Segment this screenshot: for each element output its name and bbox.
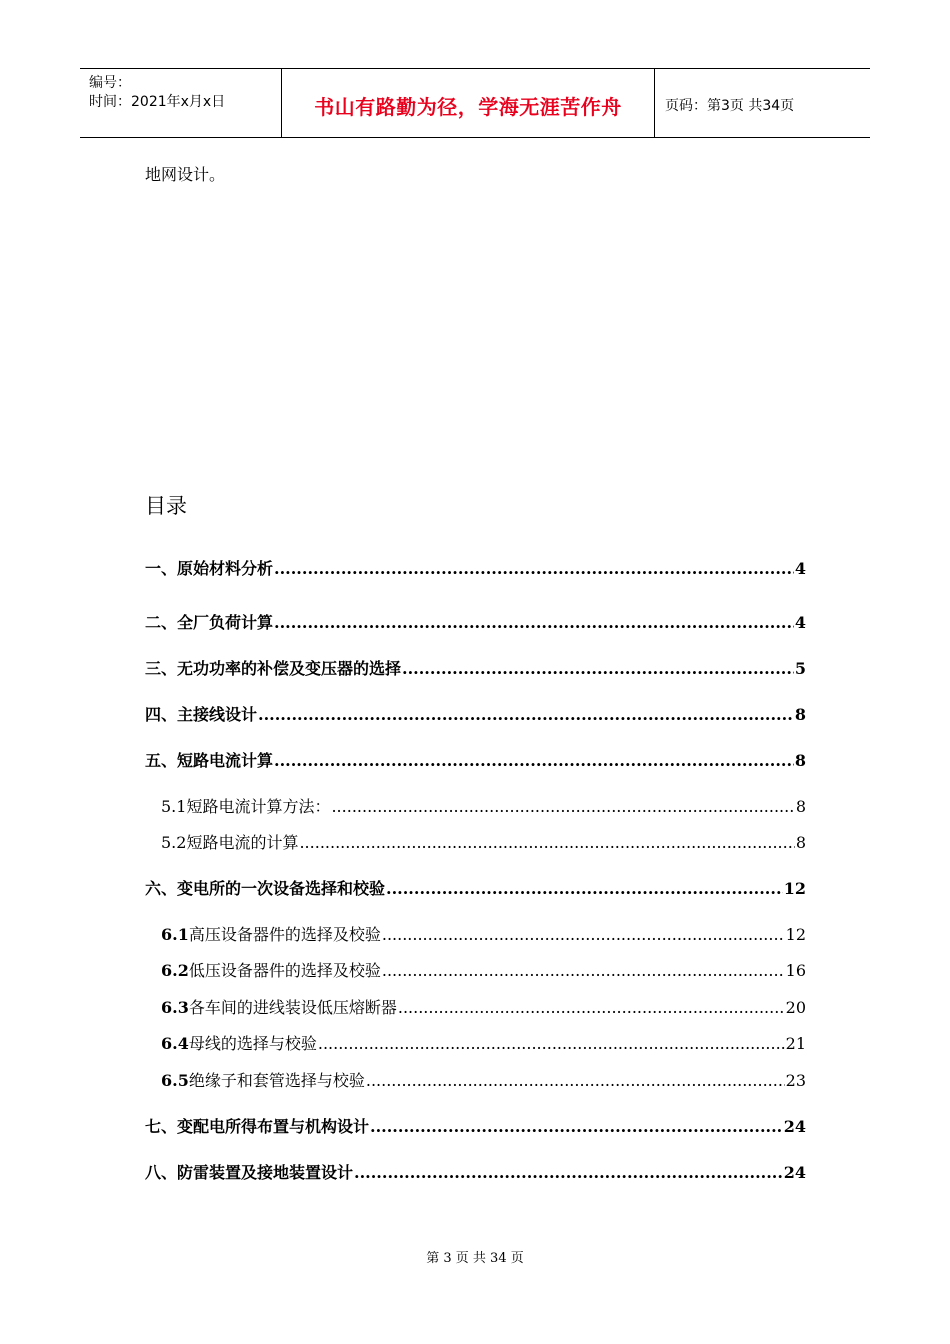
toc-entry[interactable]	[145, 876, 806, 899]
toc-entry[interactable]	[145, 556, 806, 579]
toc-subentry-number: 6.3	[161, 998, 189, 1017]
toc-leader	[318, 1034, 785, 1053]
toc-leader	[382, 925, 785, 944]
toc-entry-text: 七、变配电所得布置与机构设计	[145, 1117, 370, 1136]
toc-entry-page: 8	[794, 751, 806, 770]
header-page-cell	[655, 69, 870, 137]
toc-leader	[274, 751, 794, 770]
toc-entry-text: 五、短路电流计算	[145, 751, 274, 770]
toc-entry-page: 12	[785, 925, 806, 944]
toc-entry[interactable]	[145, 1114, 806, 1137]
toc-subentry-text: 低压设备器件的选择及校验	[188, 961, 381, 980]
page-info: 页码：第3页 共34页	[665, 98, 795, 114]
toc-entry-text: 二、全厂负荷计算	[145, 613, 274, 632]
motto: 书山有路勤为径，学海无涯苦作舟	[314, 95, 622, 119]
toc-subentry-number: 6.2	[161, 961, 189, 980]
toc-subentry-text: 绝缘子和套管选择与校验	[188, 1071, 365, 1090]
toc-subentry-text: 母线的选择与校验	[188, 1034, 317, 1053]
toc-entry-page: 5	[794, 659, 806, 678]
toc-subentry-text: 短路电流的计算	[186, 833, 299, 852]
toc-leader	[274, 613, 794, 632]
toc-entry-page: 4	[794, 559, 806, 578]
toc-entry[interactable]	[145, 656, 806, 679]
toc-subentry-text: 各车间的进线装设低压熔断器	[188, 998, 397, 1017]
toc-subentry[interactable]	[161, 1068, 806, 1091]
toc-entry-page: 21	[785, 1034, 806, 1053]
toc-leader	[299, 833, 794, 852]
toc-entry-page: 8	[795, 833, 806, 852]
toc-entry-page: 12	[783, 879, 806, 898]
toc-entry-text: 四、主接线设计	[145, 705, 258, 724]
toc-leader	[386, 879, 783, 898]
page-footer: 第 3 页 共 34 页	[426, 1251, 524, 1266]
toc-leader	[331, 797, 794, 816]
toc-subentry[interactable]	[161, 958, 806, 981]
toc-entry-page: 23	[785, 1071, 806, 1090]
toc-entry[interactable]	[145, 702, 806, 725]
toc-leader	[382, 961, 785, 980]
toc-subentry-text: 高压设备器件的选择及校验	[188, 925, 381, 944]
toc-entry-page: 16	[785, 961, 806, 980]
toc-entry-page: 8	[795, 797, 806, 816]
toc-leader	[366, 1071, 785, 1090]
toc-entry[interactable]	[145, 748, 806, 771]
toc-subentry-number: 6.5	[161, 1071, 189, 1090]
toc-subentry-number: 6.1	[161, 925, 189, 944]
header-motto-cell	[282, 69, 655, 137]
number-label: 编号：	[89, 75, 131, 91]
toc-entry-page: 8	[794, 705, 806, 724]
toc-subentry-number: 5.1	[161, 797, 187, 816]
toc-entry[interactable]	[145, 1160, 806, 1183]
toc-title: 目录	[145, 494, 187, 518]
toc-entry-page: 4	[794, 613, 806, 632]
toc-leader	[258, 705, 794, 724]
toc-subentry[interactable]	[161, 1031, 806, 1054]
toc-entry-page: 20	[785, 998, 806, 1017]
toc-entry-page: 24	[783, 1163, 806, 1182]
toc-entry-text: 六、变电所的一次设备选择和校验	[145, 879, 386, 898]
time-label: 时间：2021年x月x日	[89, 94, 226, 110]
toc-subentry[interactable]	[161, 922, 806, 945]
toc-leader	[402, 659, 794, 678]
toc-subentry[interactable]	[161, 830, 806, 853]
page-header	[80, 68, 870, 138]
toc-leader	[398, 998, 785, 1017]
toc-entry-text: 八、防雷装置及接地装置设计	[145, 1163, 354, 1182]
toc-subentry-text: 短路电流计算方法：	[186, 797, 331, 816]
toc-entry[interactable]	[145, 610, 806, 633]
toc-leader	[354, 1163, 783, 1182]
header-meta-cell	[80, 69, 282, 137]
toc-subentry-number: 5.2	[161, 833, 187, 852]
toc-subentry[interactable]	[161, 995, 806, 1018]
toc-leader	[274, 559, 794, 578]
toc-leader	[370, 1117, 783, 1136]
toc-subentry[interactable]	[161, 794, 806, 817]
toc-entry-page: 24	[783, 1117, 806, 1136]
toc-entry-text: 三、无功功率的补偿及变压器的选择	[145, 659, 402, 678]
toc-entry-text: 一、原始材料分析	[145, 559, 274, 578]
toc-subentry-number: 6.4	[161, 1034, 189, 1053]
body-paragraph: 地网设计。	[145, 165, 226, 184]
